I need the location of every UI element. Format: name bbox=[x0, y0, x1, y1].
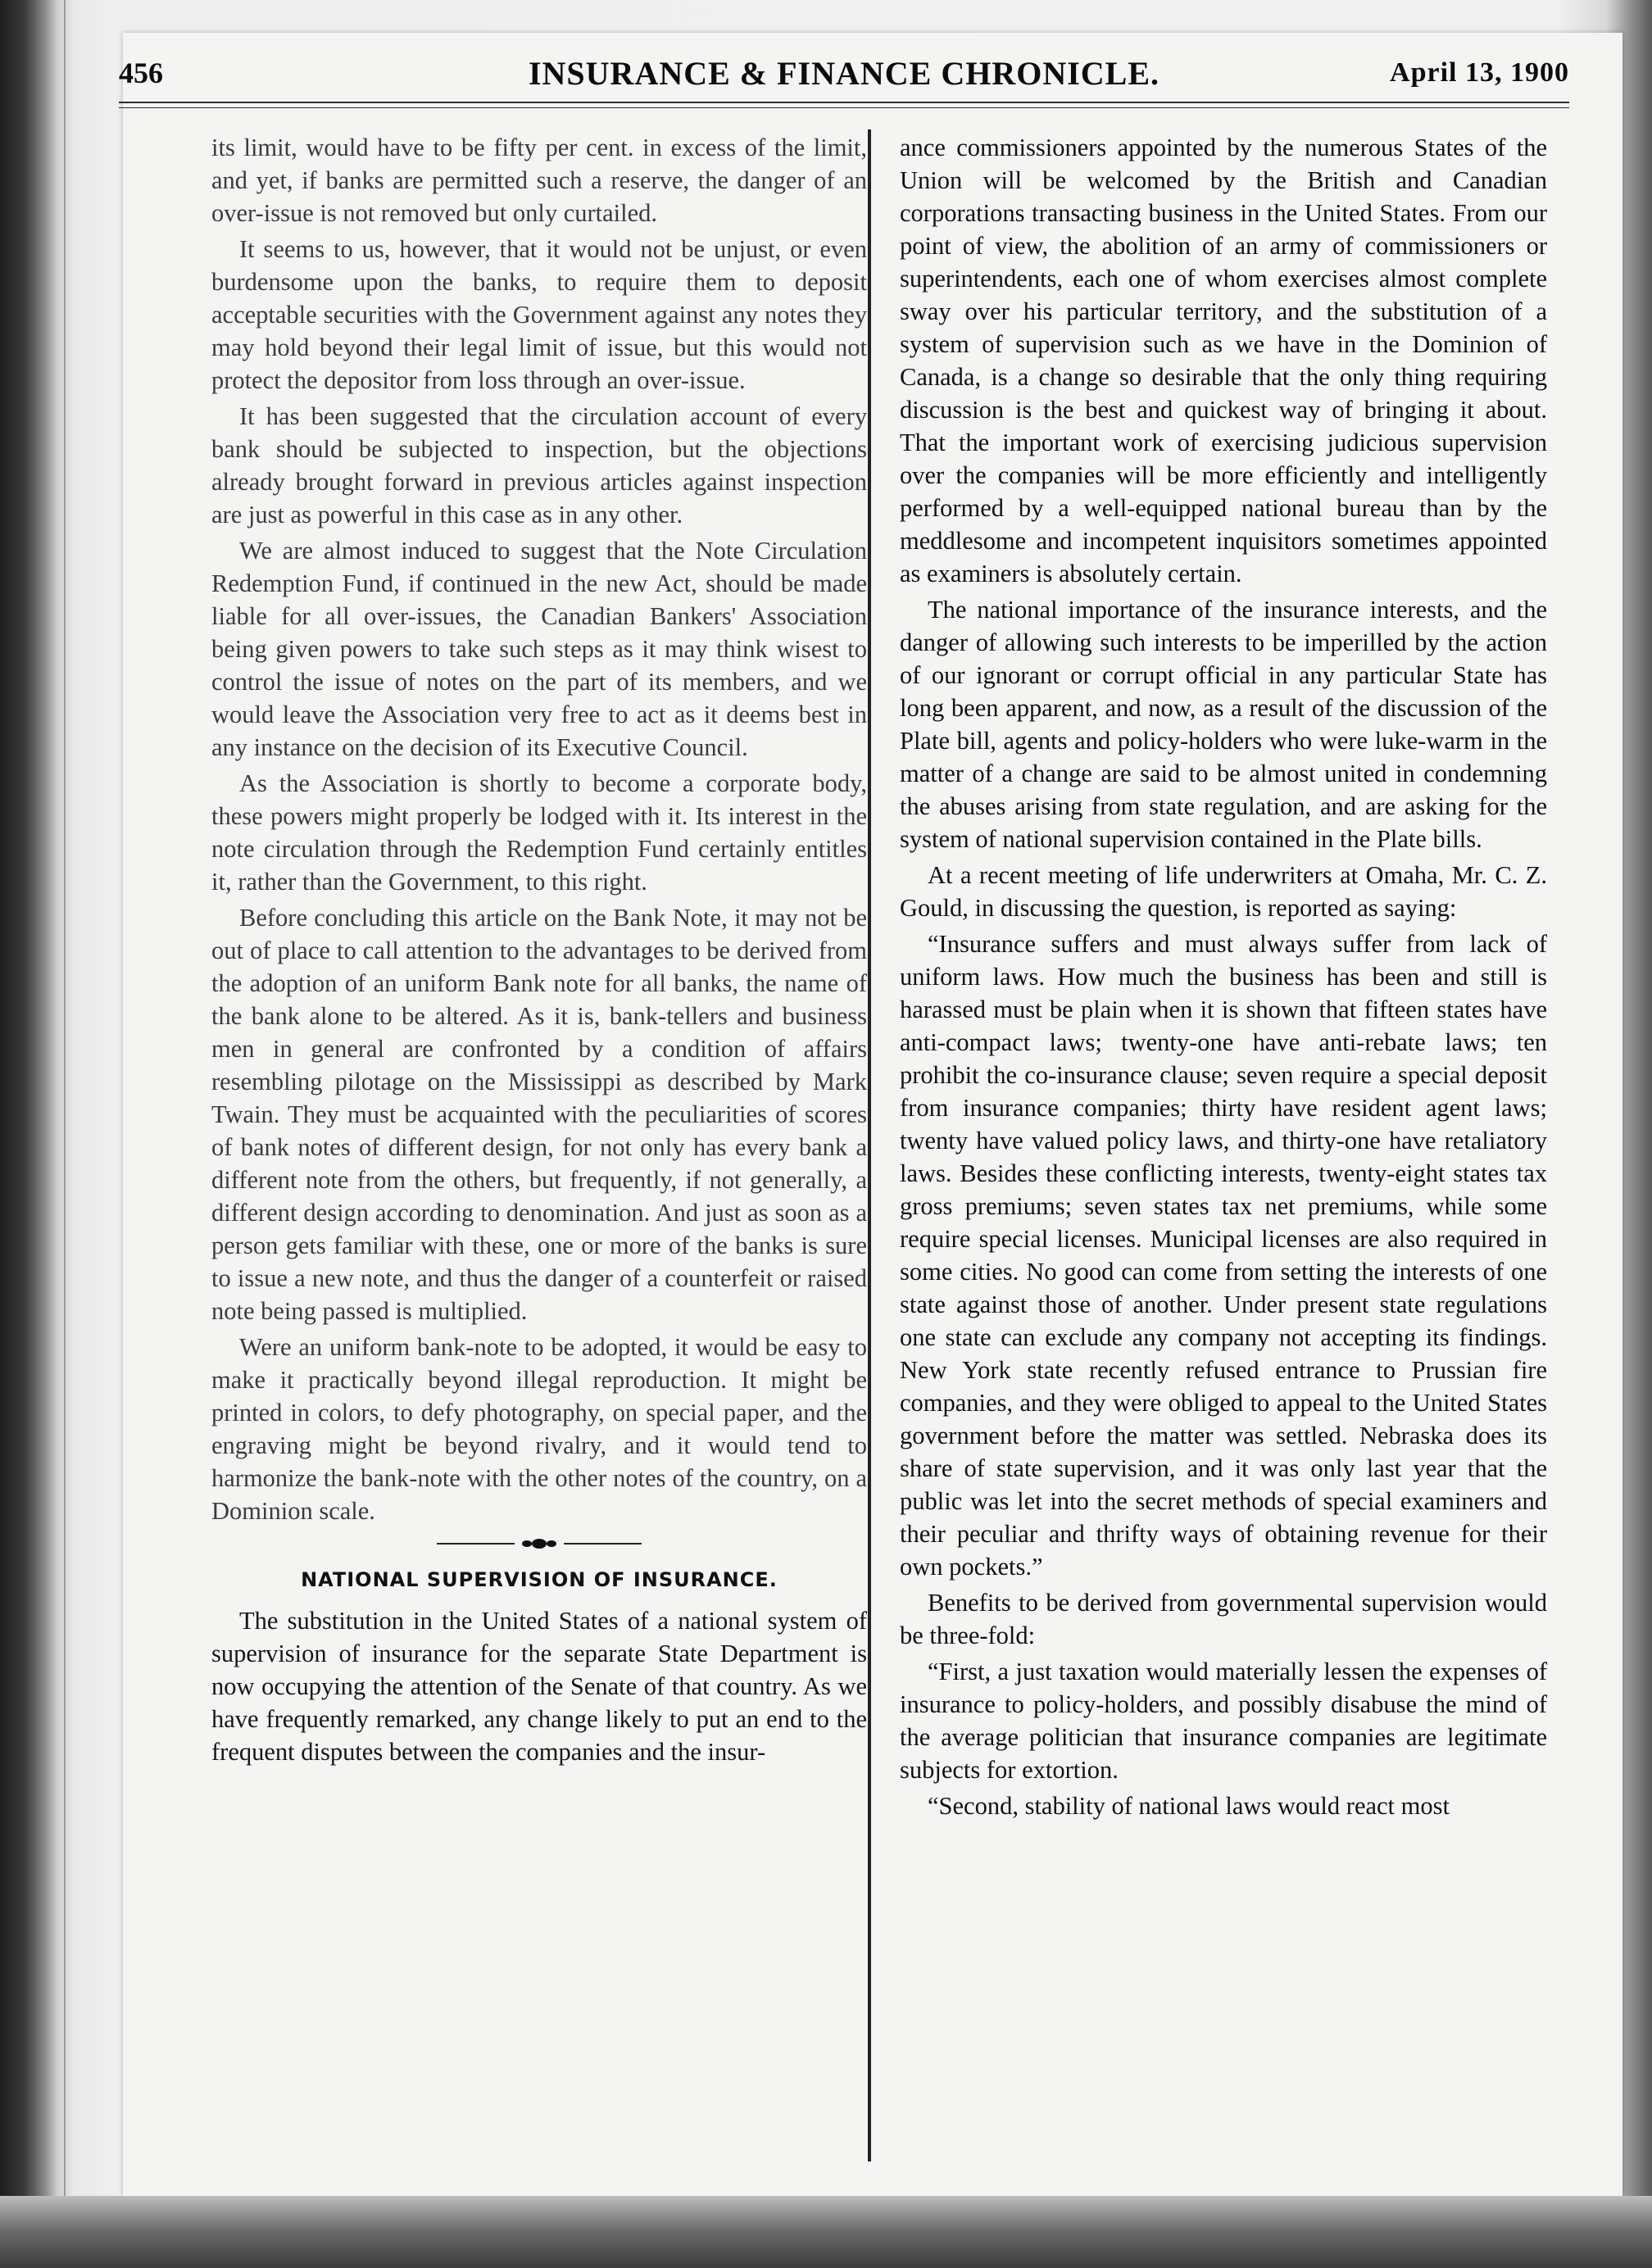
header-rule bbox=[119, 107, 1569, 108]
paragraph: The national importance of the insurance interests, and the danger of allowing such interests to be imperilled by the action of our ignorant or corrupt official in any particular State has long been apparent, and now, as a result of the discussion of the Plate bill, agents and policy-holders who were luke-warm in the matter of a change are said to be almost united in condemning the abuses arising from state regulation, and are asking for the system of national supervision contained in the Plate bills. bbox=[900, 596, 1547, 853]
paragraph: It seems to us, however, that it would not be unjust, or even burdensome upon the banks, to require them to deposit acceptable securities with the Government against any notes they may hold beyond their legal limit of issue, but this would not protect the depositor from loss through an over-issue. bbox=[211, 235, 867, 394]
paragraph: ance commissioners appointed by the numerous States of the Union will be welcomed by the British and Canadian corporations transacting business in the United States. From our point of view, the abolition of an army of commissioners or superintendents, each one of whom exercises almost complete sway over his particular territory, and the substitution of a system of supervision such as we have in the Dominion of Canada, is a change so desirable that the only thing requiring discussion is the best and quickest way of bringing it about. That the important work of exercising judicious supervision over the companies will be more efficiently and intelligently performed by a well-equipped national bureau than by the meddlesome and incompetent inquisitors sometimes appointed as examiners is absolutely certain. bbox=[900, 134, 1547, 587]
column-rule bbox=[868, 129, 871, 2161]
running-header bbox=[119, 49, 1569, 107]
spine-line bbox=[33, 0, 35, 2268]
paragraph: Were an uniform bank-note to be adopted, it would be easy to make it practically beyond illegal reproduction. It might be printed in colors, to defy photography, on special paper, and the engraving might be beyond rivalry, and it would tend to harmonize the bank-note with the other notes of the country, on a Dominion scale. bbox=[211, 1333, 867, 1525]
paragraph: At a recent meeting of life underwriters at Omaha, Mr. C. Z. Gould, in discussing the question, is reported as saying: bbox=[900, 861, 1547, 922]
page-number: 456 bbox=[119, 57, 163, 89]
paragraph: Benefits to be derived from governmental supervision would be three-fold: bbox=[900, 1589, 1547, 1649]
right-column bbox=[900, 131, 1547, 1826]
quoted-paragraph: “First, a just taxation would materially lessen the expenses of insurance to policy-holders, and possibly disabuse the mind of the average politician that insurance companies are legitimate subjects for extortion. bbox=[900, 1658, 1547, 1784]
paragraph: It has been suggested that the circulation account of every bank should be subjected to inspection, but the objections already brought forward in previous articles against inspection are just as powerful in this case as in any other. bbox=[211, 402, 867, 528]
spine-line bbox=[64, 0, 66, 2268]
quoted-paragraph: “Second, stability of national laws would react most bbox=[928, 1792, 1450, 1820]
paragraph: Before concluding this article on the Bank Note, it may not be out of place to call attention to the advantages to be derived from the adoption of an uniform Bank note for all banks, the name of the bank alone to be altered. As it is, bank-tellers and business men in general are confronted by a condition of affairs resembling pilotage on the Mississippi as described by Mark Twain. They must be acquainted with the peculiarities of scores of bank notes of different design, for not only has every bank a different note from the others, but frequently, if not generally, a different design according to denomination. And just as soon as a person gets familiar with these, one or more of the banks is sure to issue a new note, and thus the danger of a counterfeit or raised note being passed is multiplied. bbox=[211, 904, 867, 1325]
paragraph: As the Association is shortly to become a corporate body, these powers might properly be lodged with it. Its interest in the note circulation through the Redemption Fund certainly entitles it, rather than the Government, to this right. bbox=[211, 769, 867, 896]
scan-bottom-edge bbox=[0, 2196, 1652, 2268]
left-column bbox=[211, 131, 867, 1771]
publication-title: INSURANCE & FINANCE CHRONICLE. bbox=[528, 55, 1160, 92]
header-rule bbox=[119, 102, 1569, 103]
issue-date: April 13, 1900 bbox=[1390, 57, 1569, 88]
quoted-paragraph: “Insurance suffers and must always suffer from lack of uniform laws. How much the business has been and still is harassed must be plain when it is shown that fifteen states have anti-compact laws; twenty-one have anti-rebate laws; ten prohibit the co-insurance clause; seven require a special deposit from insurance companies; thirty have resident agent laws; twenty have valued policy laws, and thirty-one have retaliatory laws. Besides these conflicting interests, twenty-eight states tax gross premiums; seven states tax net premiums, while some require special licenses. Municipal licenses are also required in some cities. No good can come from setting the interests of one state against those of another. Under present state regulations one state can exclude any company not accepting its findings. New York state recently refused entrance to Prussian fire companies, and they were obliged to appeal to the United States government before the matter was settled. Nebraska does its share of state supervision, and it was only last year that the public was let into the secret methods of special examiners and their peculiar and thrifty ways of obtaining revenue for their own pockets.” bbox=[900, 930, 1547, 1581]
section-divider-ornament bbox=[437, 1534, 642, 1554]
section-heading: NATIONAL SUPERVISION OF INSURANCE. bbox=[301, 1568, 778, 1591]
paragraph: its limit, would have to be fifty per cent. in excess of the limit, and yet, if banks are permitted such a reserve, the danger of an over-issue is not removed but only curtailed. bbox=[211, 134, 867, 227]
paragraph: We are almost induced to suggest that the Note Circulation Redemption Fund, if continued in the new Act, should be made liable for all over-issues, the Canadian Bankers' Association being given powers to take such steps as it may think wisest to control the issue of notes on the part of its members, and we would leave the Association very free to act as it deems best in any instance on the decision of its Executive Council. bbox=[211, 537, 867, 761]
paragraph: The substitution in the United States of a national system of supervision of insurance for the separate State Department is now occupying the attention of the Senate of that country. As we have frequently remarked, any change likely to put an end to the frequent disputes between the companies and the insur- bbox=[211, 1607, 867, 1766]
